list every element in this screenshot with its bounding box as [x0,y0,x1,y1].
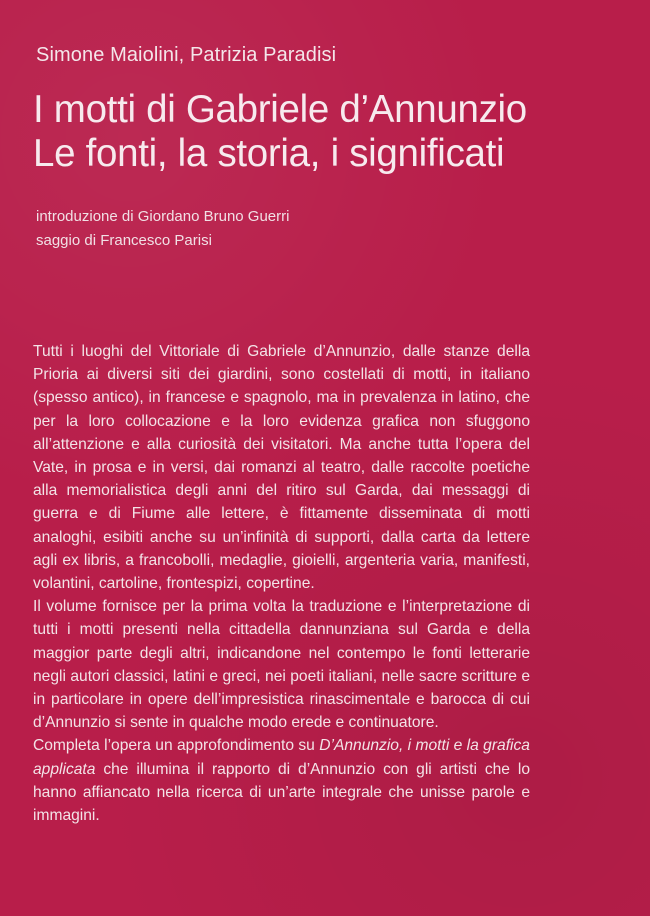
blurb-essay-title: D’Annunzio, i motti e la grafica applicata [33,737,530,778]
title-line-1: I motti di Gabriele d’Annunzio [33,88,527,131]
essay-credit: saggio di Francesco Parisi [36,232,212,249]
authors: Simone Maiolini, Patrizia Paradisi [36,44,337,66]
blurb-paragraph-3-start: Completa l’opera un approfondimento su [33,737,320,755]
book-title [33,88,643,176]
blurb-paragraph-3 [33,734,530,827]
title-line-2: Le fonti, la storia, i significati [33,132,505,175]
blurb-paragraph-2: Il volume fornisce per la prima volta la traduzione e l’interpretazione di tutti i motti presenti nella cittadella dannunziana sul Garda e della maggior parte degli altri, indicandone nel contempo le fonti letterarie negli autori classici, latini e greci, nei poeti italiani, nelle sacre scritture e in particolare in opere dell’impresistica rinascimentale e barocca di cui d’Annunzio si sente in qualche modo erede e continuatore. [33,598,530,732]
blurb-paragraph-3-end: che illumina il rapporto di d’Annunzio con gli artisti che lo hanno affiancato nella ricerca di un’arte integrale che unisse parole e immagini. [33,760,530,825]
credits [36,205,289,253]
blurb-paragraph-1: Tutti i luoghi del Vittoriale di Gabriele d’Annunzio, dalle stanze della Prioria ai diversi siti dei giardini, sono costellati di motti, in italiano (spesso antico), in francese e spagnolo, ma in prevalenza in latino, che per la loro collocazione e la loro evidenza grafica non sfuggono all’attenzione e alla curiosità dei visitatori. Ma anche tutta l’opera del Vate, in prosa e in versi, dai romanzi al teatro, dalle raccolte poetiche alla memorialistica degli anni del ritiro sul Garda, dai messaggi di guerra e di Fiume alle lettere, è fittamente disseminata di motti analoghi, esibiti anche su un’infinità di supporti, dalla carta da lettere agli ex libris, a francobolli, medaglie, gioielli, argenteria varia, manifesti, volantini, cartoline, frontespizi, copertine. [33,343,530,593]
blurb [33,340,530,827]
introduction-credit: introduzione di Giordano Bruno Guerri [36,208,290,225]
